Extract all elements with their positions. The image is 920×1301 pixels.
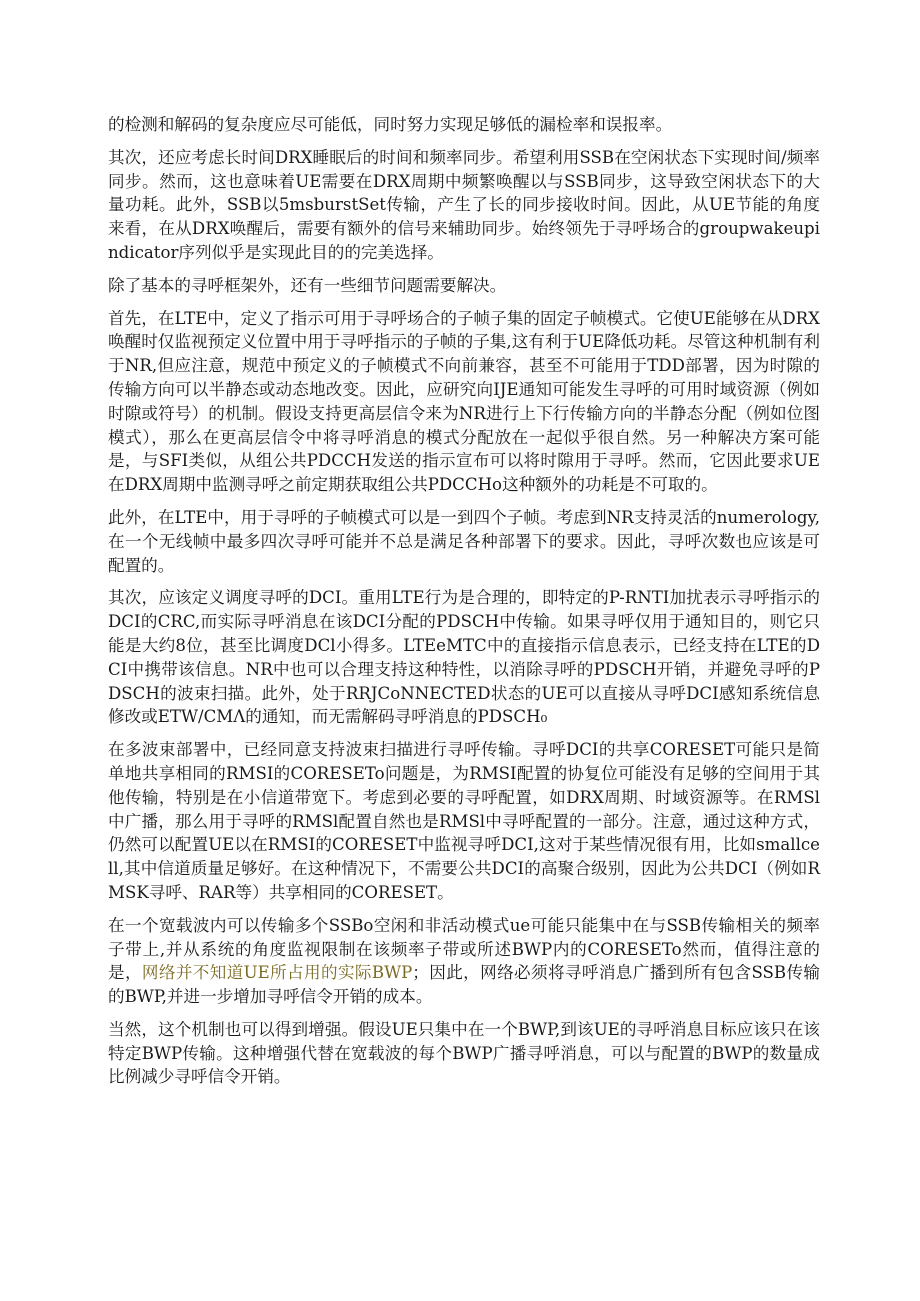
paragraph-2: 其次，还应考虑长时间DRX睡眠后的时间和频率同步。希望利用SSB在空闲状态下实现时间/频率同步。然而，这也意味着UE需要在DRX周期中频繁唤醒以与SSB同步，这导致空闲状态下的大量功耗。此外，SSB以5msburstSet传输，产生了长的同步接收时间。因此，从UE节能的角度来看，在从DRX唤醒后，需要有额外的信号来辅助同步。始终领先于寻呼场合的groupwakeupindicator序列似乎是实现此目的的完美选择。 [108, 147, 820, 262]
paragraph-1: 的检测和解码的复杂度应尽可能低，同时努力实现足够低的漏检率和误报率。 [108, 115, 673, 134]
document-body [108, 113, 820, 1098]
paragraph-8-part-a: 在一个宽载波内可以传输多个SSBo空闲和非活动模式ue可能只能集中在与SSB传输相关的频率子带上,并从系统的角度监视限制在该频率子带或所述BWP内的CORESETo然而，值得注意的是， [108, 915, 820, 983]
paragraph-5: 此外，在LTE中，用于寻呼的子帧模式可以是一到四个子帧。考虑到NR支持灵活的numerology,在一个无线帧中最多四次寻呼可能并不总是满足各种部署下的要求。因此，寻呼次数也应该是可配置的。 [108, 507, 820, 575]
highlighted-phrase: 网络并不知道UE所占用的实际BWP [141, 963, 413, 983]
paragraph-4: 首先，在LTE中，定义了指示可用于寻呼场合的子帧子集的固定子帧模式。它使UE能够在从DRX唤醒时仅监视预定义位置中用于寻呼指示的子帧的子集,这有利于UE降低功耗。尽管这种机制有利于NR,但应注意，规范中预定义的子帧模式不向前兼容，甚至不可能用于TDD部署，因为时隙的传输方向可以半静态或动态地改变。因此，应研究向IJE通知可能发生寻呼的可用时域资源（例如时隙或符号）的机制。假设支持更高层信令来为NR进行上下行传输方向的半静态分配（例如位图模式），那么在更高层信令中将寻呼消息的模式分配放在一起似乎很自然。另一种解决方案可能是，与SFI类似，从组公共PDCCH发送的指示宣布可以将时隙用于寻呼。然而，它因此要求UE在DRX周期中监测寻呼之前定期获取组公共PDCCHo这种额外的功耗是不可取的。 [108, 308, 820, 495]
paragraph-9: 当然，这个机制也可以得到增强。假设UE只集中在一个BWP,到该UE的寻呼消息目标应该只在该特定BWP传输。这种增强代替在宽载波的每个BWP广播寻呼消息，可以与配置的BWP的数量成比例减少寻呼信令开销。 [108, 1019, 820, 1087]
paragraph-6: 其次，应该定义调度寻呼的DCI。重用LTE行为是合理的，即特定的P-RNTI加扰表示寻呼指示的DCI的CRC,而实际寻呼消息在该DCI分配的PDSCH中传输。如果寻呼仅用于通知目的，则它只能是大约8位，甚至比调度DCl小得多。LTEeMTC中的直接指示信息表示，已经支持在LTE的DCI中携带该信息。NR中也可以合理支持这种特性，以消除寻呼的PDSCH开销，并避免寻呼的PDSCH的波束扫描。此外，处于RRJCoNNECTED状态的UE可以直接从寻呼DCI感知系统信息修改或ETW/CMΛ的通知，而无需解码寻呼消息的PDSCH₀ [108, 588, 820, 727]
paragraph-8 [108, 914, 820, 1009]
paragraph-3: 除了基本的寻呼框架外，还有一些细节问题需要解决。 [108, 275, 507, 295]
paragraph-8-part-b: ；因此，网络必须将寻呼消息广播到所有包含SSB传输的BWP,并进一步增加寻呼信令开销的成本。 [108, 963, 821, 1007]
paragraph-7: 在多波束部署中，已经同意支持波束扫描进行寻呼传输。寻呼DCI的共享CORESET可能只是简单地共享相同的RMSI的CORESETo问题是，为RMSI配置的协复位可能没有足够的空间用于其他传输，特别是在小信道带宽下。考虑到必要的寻呼配置，如DRX周期、时域资源等。在RMSl中广播，那么用于寻呼的RMSl配置自然也是RMSl中寻呼配置的一部分。注意，通过这种方式，仍然可以配置UE以在RMSI的CORESET中监视寻呼DCI,这对于某些情况很有用，比如smallcell,其中信道质量足够好。在这种情况下，不需要公共DCI的高聚合级别，因此为公共DCI（例如RMSK寻呼、RAR等）共享相同的CORESET。 [108, 740, 820, 902]
